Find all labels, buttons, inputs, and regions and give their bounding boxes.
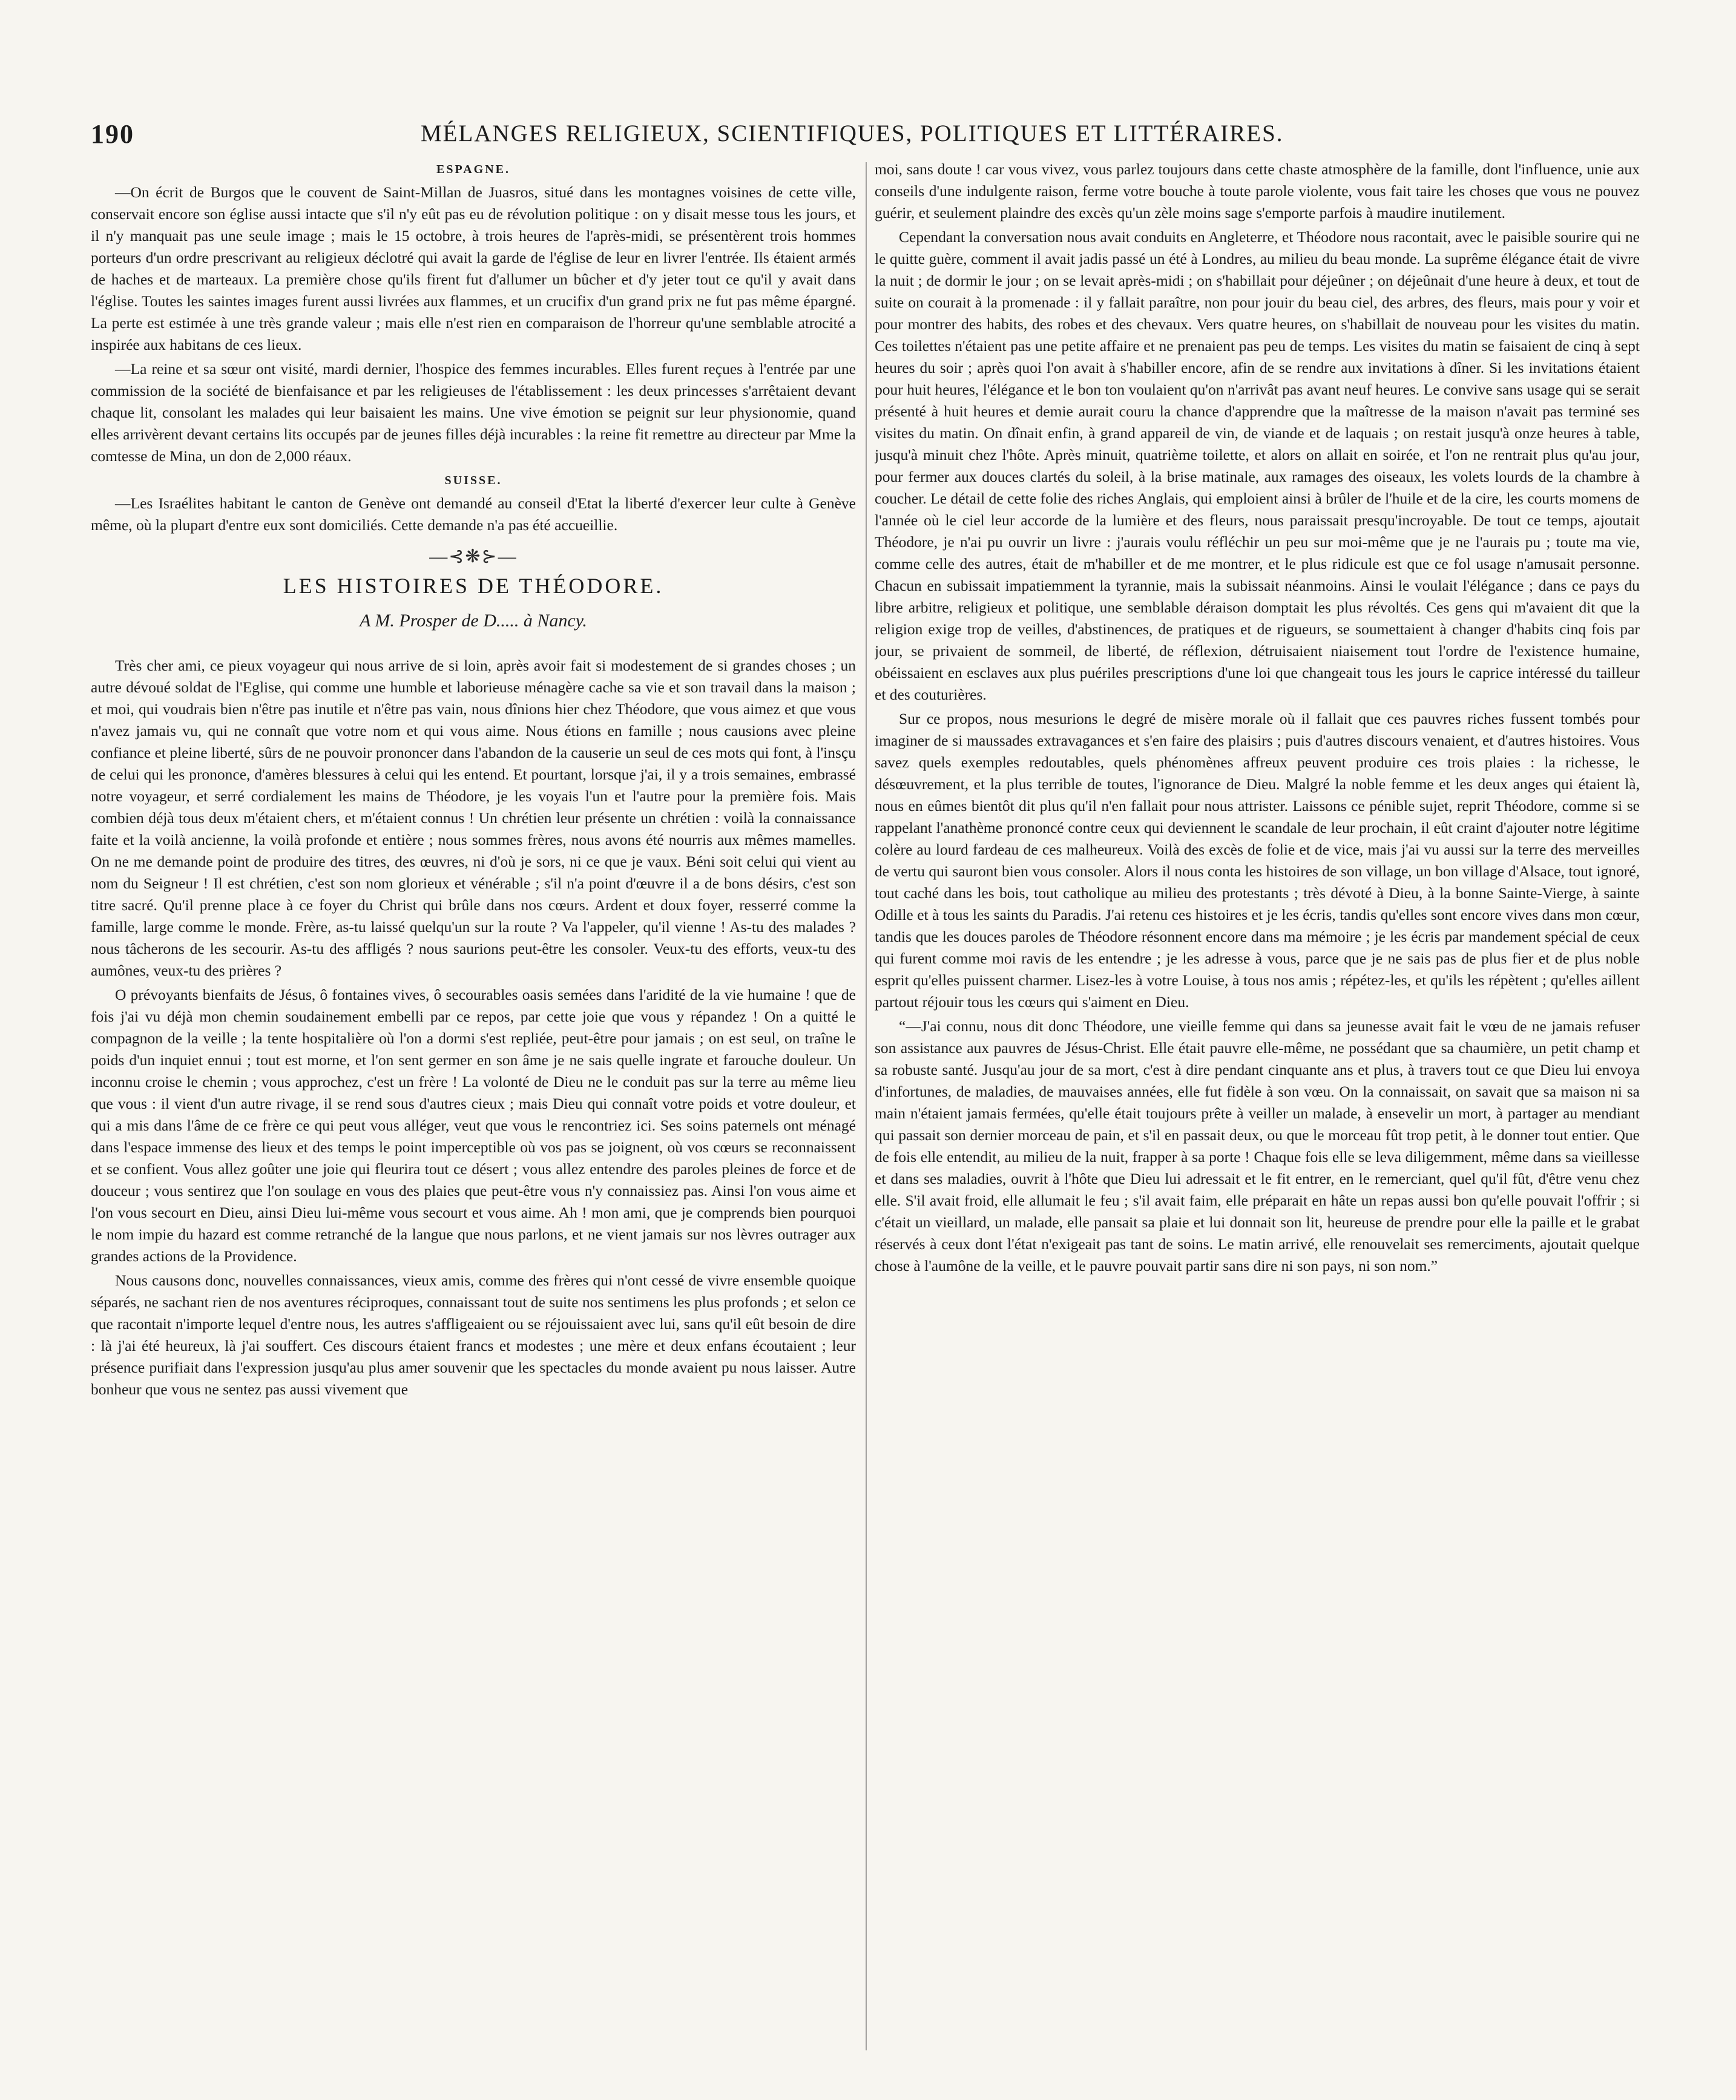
article-title: LES HISTOIRES DE THÉODORE. (283, 574, 664, 598)
article-paragraph-7: “—J'ai connu, nous dit donc Théodore, une vieille femme qui dans sa jeunesse avait fait le vœu de ne jamais refuser son assistance aux pauvres de Jésus-Christ. Elle était pauvre elle-même, ne possédant que sa chaumière, un petit champ et sa robuste santé. Jusqu'au jour de sa mort, c'est à dire pendant cinquante ans et plus, à travers tout ce que Dieu lui envoya d'infortunes, de maladies, de mauvaises années, elle fut fidèle à son vœu. On la connaissait, on savait que sa maison ni sa main n'étaient jamais fermées, qu'elle était toujours prête à veiller un malade, à ensevelir un mort, à partager au mendiant qui passait son dernier morceau de pain, et s'il en passait deux, ou que le morceau fût trop petit, à le donner tout entier. Que de fois elle entendit, au milieu de la nuit, frapper à sa porte ! Chaque fois elle se leva diligemment, même dans sa vieillesse et dans ses maladies, ouvrit à l'hôte que Dieu lui adressait et le fit entrer, en le remerciant, quel qu'il fût, d'être venu chez elle. S'il avait froid, elle allumait le feu ; s'il avait faim, elle préparait en hâte un repas aussi bon qu'elle pouvait l'offrir ; si c'était un vieillard, un malade, elle pansait sa plaie et lui donnait son lit, heureuse de prendre pour elle la paille et le grabat réservés à ceux dont l'état n'exigeait pas tant de soins. Le matin arrivé, elle renouvelait ses remerciments, ajoutait quelque chose à l'aumône de la veille, et le pauvre pouvait partir sans dire ni son pays, ni son nom.” (875, 1017, 1640, 1275)
page-number: 190 (91, 119, 134, 149)
news-item-hospice: —La reine et sa sœur ont visité, mardi dernier, l'hospice des femmes incurables. Elles furent reçues à l'entrée par une commission de la société de bienfaisance et par les religieuses de l'établissement : les deux princesses s'arrêtaient devant chaque lit, consolant les malades qui leur baisaient les mains. Une vive émotion se peignit sur leur physionomie, quand elles arrivèrent devant certains lits occupés par de jeunes filles déjà incurables : la reine fit remettre au directeur par Mme la comtesse de Mina, un don de 2,000 réaux. (91, 360, 856, 465)
column-divider (866, 162, 867, 2050)
decorative-ornament: —⊰❋⊱— (429, 546, 518, 566)
article-paragraph-4: moi, sans doute ! car vous vivez, vous parlez toujours dans cette chaste atmosphère de la famille, dont l'influence, unie aux conseils d'une indulgente raison, ferme votre bouche à toute parole violente, vous fait taire les choses que vous ne pouvez guérir, et seulement plaindre des excès qu'un zèle moins sage s'emporte parfois à maudire inutilement. (875, 160, 1640, 221)
article-paragraph-1: Très cher ami, ce pieux voyageur qui nous arrive de si loin, après avoir fait si modestement de si grandes choses ; un autre dévoué soldat de l'Eglise, qui comme une humble et laborieuse ménagère cache sa vie et son travail dans la maison ; et moi, qui voudrais bien n'être pas inutile et n'être pas vain, nous dînions hier chez Théodore, que vous aimez et que vous n'avez jamais vu, qui ne connaît que votre nom et qui vous aime. Nous étions en famille ; nous causions avec pleine confiance et pleine liberté, sûrs de ne pouvoir prononcer dans l'abandon de la causerie un seul de ces mots qui font, à l'insçu de celui qui les prononce, d'amères blessures à celui qui les entend. Et pourtant, lorsque j'ai, il y a trois semaines, embrassé notre voyageur, et serré cordialement les mains de Théodore, je les voyais l'un et l'autre pour la première fois. Mais combien déjà tous deux m'étaient chers, et m'étaient connus ! Un chrétien leur présente un chrétien : voilà la connaissance faite et la voilà ancienne, la voilà profonde et entière ; nous sommes frères, nous avons été nourris aux mêmes mamelles. On ne me demande point de produire des titres, des œuvres, ni d'où je sors, ni ce que je vaux. Béni soit celui qui vient au nom du Seigneur ! Il est chrétien, c'est son nom glorieux et vénérable ; s'il n'a point d'œuvre il a de bons désirs, c'est son titre sacré. Qu'il prenne place à ce foyer du Christ qui brûle dans nos cœurs. Ardent et doux foyer, resserré comme la famille, large comme le monde. Frère, as-tu laissé quelqu'un sur la route ? Va l'appeler, qu'il vienne ! As-tu des malades ? nous tâcherons de les secourir. As-tu des affligés ? nous saurions peut-être les consoler. Veux-tu des efforts, veux-tu des aumônes, veux-tu des prières ? (91, 657, 856, 979)
article-paragraph-5: Cependant la conversation nous avait conduits en Angleterre, et Théodore nous racontait, avec le paisible sourire qui ne le quitte guère, comment il avait jadis passé un été à Londres, au milieu du beau monde. La suprême élégance était de vivre la nuit ; de dormir le jour ; on se levait après-midi ; on s'habillait pour déjeûner ; on déjeûnait d'une heure à deux, et tout de suite on courait à la promenade : il y fallait paraître, non pour jouir du beau ciel, des arbres, des fleurs, mais pour y voir et pour montrer des habits, des robes et des chevaux. Vers quatre heures, on s'habillait de nouveau pour les visites du matin. Ces toilettes n'étaient pas une petite affaire et ne prenaient pas peu de temps. Les visites du matin se faisaient de cinq à sept heures du soir ; après quoi l'on avait à s'habiller encore, afin de se rendre aux invitations à dîner. Si les invitations étaient pour huit heures, l'élégance et le bon ton voulaient qu'on n'arrivât pas avant neuf heures. Le convive sans usage qui se serait présenté à huit heures et demie aurait couru la chance d'apprendre que la maîtresse de la maison n'avait pas terminé ses visites du matin. On dînait enfin, à grand appareil de vin, de viande et de laquais ; on restait jusqu'à onze heures à table, jusqu'à minuit chez l'hôte. Après minuit, quatrième toilette, et alors on allait en soirée, et l'on ne rentrait plus qu'au jour, pour fermer aux douces clartés du soleil, à la brise matinale, aux ramages des oiseaux, les volets lourds de la chambre à coucher. Le détail de cette folie des riches Anglais, qui emploient ainsi à brûler de l'huile et de la cire, les courts momens de l'année où le ciel leur accorde de la lumière et des fleurs, nous paraissait presqu'incroyable. De tout ce temps, ajoutait Théodore, je n'ai pu ouvrir un livre : j'aurais voulu réfléchir un peu sur moi-même que je ne l'aurais pu ; toute ma vie, comme celle des autres, était de m'habiller et de me montrer, et le plus ridicule est que ce fol usage n'amusait personne. Chacun en subissait impatiemment la tyrannie, mais la subissait néanmoins. Ainsi le voulait l'élégance ; dans ce pays du libre arbitre, religieux et politique, une semblable déraison domptait les plus révoltés. Ces gens qui m'avaient dit que la religion exige trop de veilles, d'abstinences, de pratiques et de rigueurs, se soumettaient à changer d'habits cinq fois par jour, se privaient de sommeil, de liberté, de réflexion, détruisaient niaisement tout l'ordre de l'existence humaine, obéissaient en esclaves aux plus puériles prescriptions d'une loi que changeait tous les jours le caprice intéressé du tailleur et des couturières. (875, 228, 1640, 703)
article-dedication: A M. Prosper de D..... à Nancy. (360, 611, 587, 631)
running-title: MÉLANGES RELIGIEUX, SCIENTIFIQUES, POLITIQUES ET LITTÉRAIRES. (421, 120, 1284, 146)
right-column (875, 159, 1640, 2065)
section-heading-switzerland: SUISSE. (444, 474, 502, 487)
left-column (91, 159, 856, 2065)
page-header (91, 113, 1665, 155)
article-paragraph-6: Sur ce propos, nous mesurions le degré de misère morale où il fallait que ces pauvres riches fussent tombés pour imaginer de si maussades extravagances et s'en faire des plaisirs ; puis d'autres discours venaient, et d'autres histoires. Vous savez quels exemples redoutables, quels phénomènes affreux peuvent produire ces trois plaies : la richesse, le désœuvrement, et la plus terrible de toutes, l'ignorance de Dieu. Malgré la noble femme et les deux anges qui étaient là, nous en eûmes bientôt dit plus qu'il n'en fallait pour nous attrister. Laissons ce pénible sujet, reprit Théodore, comme si se rappelant l'anathème prononcé contre ceux qui deviennent le scandale de leur prochain, il eût craint d'ajouter notre légitime colère au lourd fardeau de ces malheureux. Voilà des excès de folie et de vice, mais j'ai vu aussi sur la terre des merveilles de vertu qui sauront bien vous consoler. Alors il nous conta les histoires de son village, un bon village d'Alsace, tout ignoré, tout caché dans les bois, tout catholique au milieu des protestants ; très dévoté à Dieu, à la bonne Sainte-Vierge, à sainte Odille et à tous les saints du Paradis. J'ai retenu ces histoires et je les écris, tandis qu'elles sont encore vives dans mon cœur, tandis que les douces paroles de Théodore résonnent encore dans ma mémoire ; je les écris par mandement spécial de ceux qui furent comme moi ravis de les entendre ; je les adresse à vous, parce que je ne sais pas de plus fier et de plus noble esprit qu'elles puissent charmer. Lisez-les à votre Louise, à tous nos amis ; répétez-les, et qu'ils les répètent ; qu'elles aillent partout réjouir tous les cœurs qui s'aiment en Dieu. (875, 710, 1640, 1011)
section-heading-spain: ESPAGNE. (436, 163, 510, 176)
news-item-geneva: —Les Israélites habitant le canton de Genève ont demandé au conseil d'Etat la liberté d'exercer leur culte à Genève même, où la plupart d'entre eux sont domiciliés. Cette demande n'a pas été accueillie. (91, 494, 856, 534)
article-paragraph-2: O prévoyants bienfaits de Jésus, ô fontaines vives, ô secourables oasis semées dans l'aridité de la vie humaine ! que de fois j'ai vu déjà mon chemin soudainement embelli par ce repos, par cette joie que vous y répandez ! On a quitté le compagnon de la veille ; la tente hospitalière où l'on a dormi s'est repliée, peut-être pour jamais ; on est seul, on traîne le poids d'un inquiet ennui ; tout est morne, et l'on sent germer en son âme je ne sais quelle ingrate et farouche douleur. Un inconnu croise le chemin ; vous approchez, c'est un frère ! La volonté de Dieu ne le conduit pas sur la terre au même lieu que vous : il vient d'un autre rivage, il se rend sous d'autres cieux ; mais Dieu qui connaît votre poids et votre douleur, et qui a mis dans l'âme de ce frère ce qui peut vous alléger, veut que vous le rencontriez ici. Ses soins paternels ont ménagé dans l'espace immense des lieux et des temps le point imperceptible où vos pas se joignent, où vos cœurs se reconnaissent et se confient. Vous allez goûter une joie qui fleurira tout ce désert ; vous allez entendre des paroles pleines de force et de douceur ; vous sentirez que l'on soulage en vous des plaies que peut-être vous n'y connaissiez pas. Ainsi l'on vous aime et l'on vous secourt en Dieu, ainsi Dieu lui-même vous secourt et vous aime. Ah ! mon ami, que je comprends bien pourquoi le nom impie du hazard est comme retranché de la langue que nous parlons, et ne vient jamais sur nos lèvres outrager aux grandes actions de la Providence. (91, 986, 856, 1265)
article-paragraph-3: Nous causons donc, nouvelles connaissances, vieux amis, comme des frères qui n'ont cessé de vivre ensemble quoique séparés, ne sachant rien de nos aventures réciproques, connaissant tout de suite nos sentimens les plus profonds ; et selon ce que racontait n'importe lequel d'entre nous, les autres s'affligeaient ou se réjouissaient avec lui, sans qu'il eût besoin de dire : là j'ai été heureux, là j'ai souffert. Ces discours étaient francs et modestes ; une mère et deux enfans écoutaient ; leur présence purifiait dans l'expression jusqu'au plus amer souvenir que les spectacles du monde avaient pu nous laisser. Autre bonheur que vous ne sentez pas aussi vivement que (91, 1271, 856, 1398)
news-item-burgos: —On écrit de Burgos que le couvent de Saint-Millan de Juasros, situé dans les montagnes voisines de cette ville, conservait encore son église aussi intacte que s'il n'y eût pas eu de révolution politique : on y disait messe tous les jours, et il n'y manquait pas une seule image ; mais le 15 octobre, à trois heures de l'après-midi, se présentèrent trois hommes porteurs d'un ordre prescrivant au religieux déclotré qui avait la garde de l'église de leur en livrer l'entrée. Ils étaient armés de haches et de marteaux. La première chose qu'ils firent fut d'allumer un bûcher et d'y jeter tout ce qu'il y avait dans l'église. Toutes les saintes images furent aussi livrées aux flammes, et un crucifix d'un grand prix ne fut pas même épargné. La perte est estimée à une très grande valeur ; mais elle n'est rien en comparaison de l'horreur qu'une semblable atrocité a inspirée aux habitans de ces lieux. (91, 183, 856, 353)
